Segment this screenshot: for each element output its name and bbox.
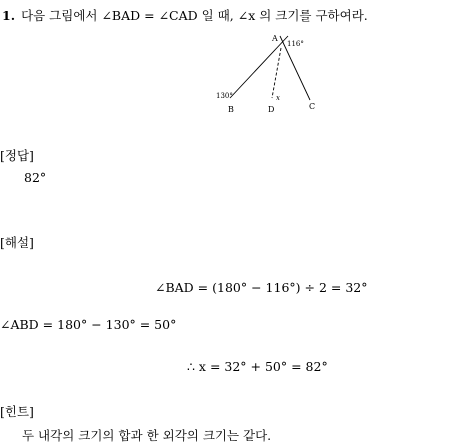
segment-ab bbox=[230, 36, 288, 98]
label-d: D bbox=[268, 105, 275, 114]
question-line bbox=[2, 6, 368, 24]
triangle-figure bbox=[210, 30, 330, 120]
explanation-eq1: ∠BAD = (180° − 116°) ÷ 2 = 32° bbox=[155, 280, 368, 295]
label-a: A bbox=[272, 34, 278, 43]
question-number: 1. bbox=[2, 8, 16, 23]
label-x: x bbox=[276, 94, 280, 102]
explanation-eq2: ∠ABD = 180° − 130° = 50° bbox=[0, 317, 177, 332]
explanation-heading: [해설] bbox=[0, 235, 34, 250]
hint-text: 두 내각의 크기의 합과 한 외각의 크기는 같다. bbox=[22, 428, 272, 443]
label-130: 130° bbox=[216, 92, 233, 100]
label-c: C bbox=[309, 102, 316, 111]
segment-ad bbox=[272, 48, 281, 98]
answer-heading: [정답] bbox=[0, 148, 34, 163]
explanation-eq3: ∴ x = 32° + 50° = 82° bbox=[187, 359, 328, 374]
label-116: 116° bbox=[287, 40, 304, 48]
question-text: 다음 그림에서 ∠BAD = ∠CAD 일 때, ∠x 의 크기를 구하여라. bbox=[21, 8, 368, 23]
label-b: B bbox=[228, 105, 234, 114]
answer-value: 82° bbox=[24, 170, 47, 185]
hint-heading: [힌트] bbox=[0, 404, 34, 419]
